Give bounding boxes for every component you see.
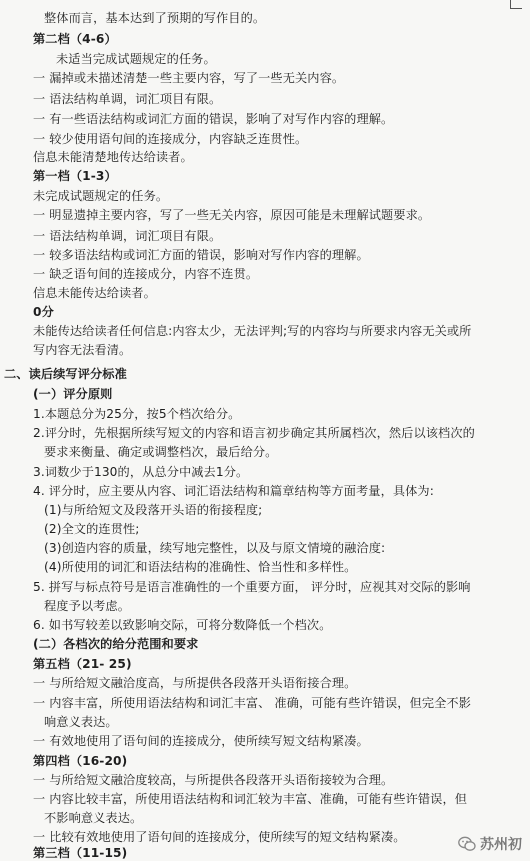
text-line: 一 内容比较丰富，所使用语法结构和词汇较为丰富、准确，可能有些许错误，但 xyxy=(33,792,468,806)
section-heading-grade-4: 第四档（16-20) xyxy=(33,754,128,768)
text-line: 一 与所给短文融洽度较高，与所提供各段落开头语衔接较为合理。 xyxy=(33,773,394,787)
text-line: (1)与所给短文及段落开头语的衔接程度; xyxy=(44,503,263,517)
text-line: (3)创造内容的质量，续写地完整性，以及与原文情境的融洽度: xyxy=(44,541,386,555)
text-line: 一 内容丰富，所使用语法结构和词汇丰富、 准确，可能有些许错误，但完全不影 xyxy=(33,696,472,710)
page-corner-mark xyxy=(510,0,522,9)
section-heading-grade-5: 第五档（21- 25) xyxy=(33,657,132,671)
section-heading-grade-1: 第一档（1-3） xyxy=(33,169,117,183)
text-line: 3.词数少于130的，从总分中减去1分。 xyxy=(33,465,249,479)
text-line: 未能传达给读者任何信息:内容太少，无法评判;写的内容均与所要求内容无关或所 xyxy=(33,324,472,338)
text-line: 一 语法结构单调，词汇项目有限。 xyxy=(33,229,222,243)
text-line: 一 有效地使用了语句间的连接成分，使所续写短文结构紧凑。 xyxy=(33,734,369,748)
text-line: 程度予以考虑。 xyxy=(44,599,131,613)
subsection-heading-grade-ranges: (二）各档次的给分范围和要求 xyxy=(33,637,199,651)
text-line: 2.评分时，先根据所续写短文的内容和语言初步确定其所属档次，然后以该档次的 xyxy=(33,426,475,440)
watermark-text: 苏州初 xyxy=(480,837,522,853)
text-line: 整体而言，基本达到了预期的写作目的。 xyxy=(44,11,266,25)
subsection-heading-principles: (一）评分原则 xyxy=(33,387,113,401)
text-line: 一 明显遗掉主要内容，写了一些无关内容，原因可能是未理解试题要求。 xyxy=(33,208,431,222)
text-line: 信息未能传达给读者。 xyxy=(33,286,156,300)
text-line: 信息未能清楚地传达给读者。 xyxy=(33,150,193,164)
text-line: 1.本题总分为25分，按5个档次给分。 xyxy=(33,407,241,421)
watermark xyxy=(458,834,522,854)
part-heading-continuation-writing: 二、读后续写评分标准 xyxy=(4,367,127,381)
text-line: 写内容无法看清。 xyxy=(33,343,132,357)
section-heading-zero: 0分 xyxy=(33,305,54,319)
text-line: 4. 评分时，应主要从内容、词汇语法结构和篇章结构等方面考量，具体为: xyxy=(33,484,434,498)
text-line: 一 较少使用语句间的连接成分，内容缺乏连贯性。 xyxy=(33,132,308,146)
section-heading-grade-2: 第二档（4-6） xyxy=(33,32,117,46)
text-line: 一 有一些语法结构或词汇方面的错误，影响了对写作内容的理解。 xyxy=(33,112,394,126)
text-line: 6. 如书写较差以致影响交际，可将分数降低一个档次。 xyxy=(33,618,332,632)
text-line: 未适当完成试题规定的任务。 xyxy=(56,52,216,66)
text-line: 5. 拼写与标点符号是语言准确性的一个重要方面， 评分时，应视其对交际的影响 xyxy=(33,580,471,594)
text-line: 一 语法结构单调，词汇项目有限。 xyxy=(33,92,222,106)
text-line: 一 缺乏语句间的连接成分，内容不连贯。 xyxy=(33,267,259,281)
text-line: 一 漏掉或未描述清楚一些主要内容，写了一些无关内容。 xyxy=(33,71,345,85)
text-line: 要求来衡量、确定或调整档次，最后给分。 xyxy=(44,445,278,459)
text-line: 一 较多语法结构或词汇方面的错误，影响对写作内容的理解。 xyxy=(33,248,369,262)
text-line: 未完成试题规定的任务。 xyxy=(33,189,169,203)
wechat-icon xyxy=(458,836,476,852)
text-line: (2)全文的连贯性; xyxy=(44,522,140,536)
section-heading-grade-3: 第三档（11-15) xyxy=(33,846,128,860)
text-line: 响意义表达。 xyxy=(44,715,118,729)
text-line: (4)所使用的词汇和语法结构的准确性、恰当性和多样性。 xyxy=(44,560,357,574)
text-line: 一 比较有效地使用了语句间的连接成分，使所续写的短文结构紧凑。 xyxy=(33,830,406,844)
text-line: 不影响意义表达。 xyxy=(44,811,143,825)
text-line: 一 与所给短文融洽度高，与所提供各段落开头语衔接合理。 xyxy=(33,676,357,690)
